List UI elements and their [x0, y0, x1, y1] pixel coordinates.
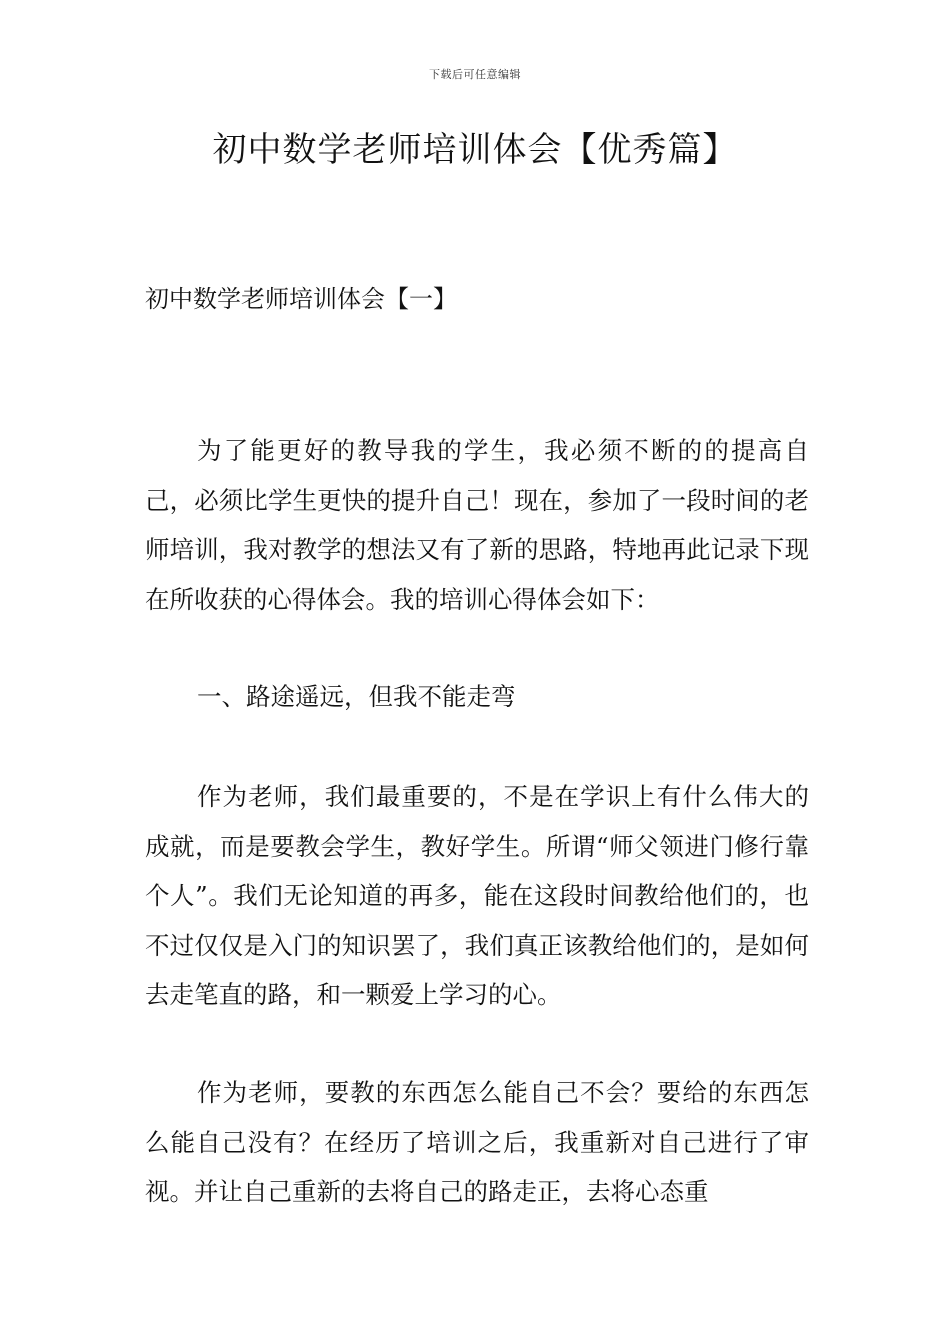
paragraph-body: 作为老师，我们最重要的，不是在学识上有什么伟大的成就，而是要教会学生，教好学生。所谓“师父领进门修行靠个人”。我们无论知道的再多，能在这段时间教给他们的，也不过仅仅是入门的知识罢了，我们真正该教给他们的，是如何去走笔直的路，和一颗爱上学习的心。 — [145, 782, 809, 1009]
header-note: 下载后可任意编辑 — [429, 68, 521, 81]
document-title: 初中数学老师培训体会【优秀篇】 — [212, 130, 738, 170]
paragraph-body: 作为老师，要教的东西怎么能自己不会？要给的东西怎么能自己没有？在经历了培训之后，我重新对自己进行了审视。并让自己重新的去将自己的路走正，去将心态重 — [145, 1078, 809, 1206]
paragraph-intro: 为了能更好的教导我的学生，我必须不断的的提高自己，必须比学生更快的提升自己！现在，参加了一段时间的老师培训，我对教学的想法又有了新的思路，特地再此记录下现在所收获的心得体会。我的培训心得体会如下： — [145, 436, 809, 614]
paragraph-subheading: 一、路途遥远，但我不能走弯 — [197, 682, 516, 711]
section-heading: 初中数学老师培训体会【一】 — [145, 285, 457, 313]
